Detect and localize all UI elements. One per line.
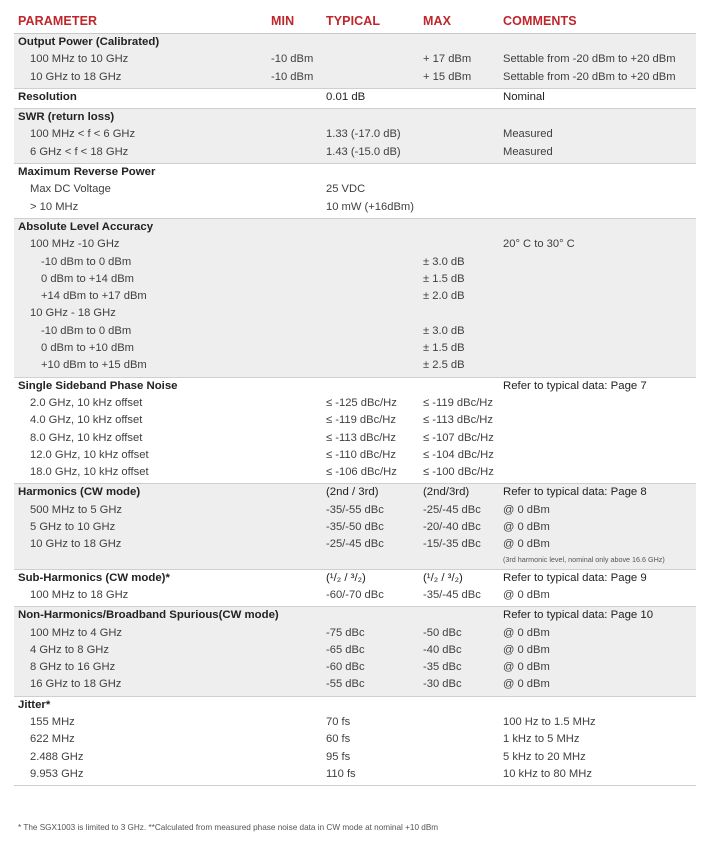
cell-param: 16 GHz to 18 GHz: [30, 678, 122, 691]
spec-sections: [14, 34, 696, 786]
cell-param: 10 GHz to 18 GHz: [30, 538, 122, 551]
spec-row: [14, 714, 696, 731]
section-title: Non-Harmonics/Broadband Spurious(CW mode): [18, 609, 279, 622]
cell-max: + 17 dBm: [423, 53, 472, 66]
cell-comments: Measured: [503, 145, 553, 158]
cell-param: +14 dBm to +17 dBm: [41, 290, 147, 303]
cell-comments: @ 0 dBm: [503, 503, 550, 516]
spec-row: [14, 587, 696, 604]
cell-comments: @ 0 dBm: [503, 661, 550, 674]
section-title-row: [14, 570, 696, 587]
cell-param: 4.0 GHz, 10 kHz offset: [30, 414, 143, 427]
section-title: Jitter*: [18, 698, 51, 711]
cell-max: ± 1.5 dB: [423, 342, 465, 355]
cell-comments: @ 0 dBm: [503, 521, 550, 534]
spec-section: [14, 607, 696, 696]
cell-max: ± 2.5 dB: [423, 359, 465, 372]
cell-param: 8.0 GHz, 10 kHz offset: [30, 431, 143, 444]
cell-param: 100 MHz -10 GHz: [30, 238, 120, 251]
section-title-row: [14, 34, 696, 51]
cell-max: ≤ -119 dBc/Hz: [423, 396, 493, 409]
cell-comments: 20° C to 30° C: [503, 238, 575, 251]
cell-typical: 1.33 (-17.0 dB): [326, 128, 401, 141]
cell-param: Max DC Voltage: [30, 183, 111, 196]
cell-typical: 95 fs: [326, 750, 351, 763]
cell-typical: -55 dBc: [326, 678, 365, 691]
spec-section: [14, 697, 696, 786]
cell-param: 100 MHz to 4 GHz: [30, 626, 123, 639]
cell-max: ≤ -107 dBc/Hz: [423, 431, 494, 444]
cell-typical: ≤ -113 dBc/Hz: [326, 431, 396, 444]
cell-min: -10 dBm: [271, 70, 314, 83]
cell-typical: ≤ -125 dBc/Hz: [326, 396, 397, 409]
cell-max: + 15 dBm: [423, 70, 472, 83]
section-title: Resolution: [18, 90, 77, 103]
spec-section: [14, 89, 696, 109]
cell-param: 10 GHz - 18 GHz: [30, 307, 116, 320]
cell-param: 0 dBm to +14 dBm: [41, 272, 134, 285]
spec-row: [14, 305, 696, 322]
cell-param: 12.0 GHz, 10 kHz offset: [30, 448, 149, 461]
cell-param: 155 MHz: [30, 715, 75, 728]
spec-row: [14, 676, 696, 693]
section-title-comments: Refer to typical data: Page 7: [503, 379, 647, 392]
cell-param: 4 GHz to 8 GHz: [30, 643, 109, 656]
spec-row: [14, 625, 696, 642]
spec-row: [14, 519, 696, 536]
cell-max: -35 dBc: [423, 661, 462, 674]
cell-typical: -35/-50 dBc: [326, 521, 384, 534]
cell-param: 2.0 GHz, 10 kHz offset: [30, 396, 143, 409]
cell-param: 10 GHz to 18 GHz: [30, 70, 122, 83]
spec-row: [14, 288, 696, 305]
cell-param: 18.0 GHz, 10 kHz offset: [30, 466, 149, 479]
section-title-row: [14, 219, 696, 236]
section-title-row: [14, 109, 696, 126]
spec-row: [14, 766, 696, 783]
section-title-max: (¹/₂ / ³/₂): [423, 571, 463, 584]
spec-row: [14, 144, 696, 161]
section-note: (3rd harmonic level, nominal only above 16.6 GHz): [503, 554, 665, 564]
section-title-typical: (2nd / 3rd): [326, 486, 379, 499]
cell-param: 2.488 GHz: [30, 750, 84, 763]
cell-param: 8 GHz to 16 GHz: [30, 661, 116, 674]
cell-comments: @ 0 dBm: [503, 538, 550, 551]
cell-max: -20/-40 dBc: [423, 521, 481, 534]
spec-section: [14, 378, 696, 485]
cell-typical: -25/-45 dBc: [326, 538, 384, 551]
cell-param: 622 MHz: [30, 733, 75, 746]
spec-row: [14, 395, 696, 412]
cell-comments: @ 0 dBm: [503, 626, 550, 639]
cell-typical: -60/-70 dBc: [326, 588, 384, 601]
cell-typical: 1.43 (-15.0 dB): [326, 145, 401, 158]
section-title-max: (2nd/3rd): [423, 486, 470, 499]
cell-max: ± 3.0 dB: [423, 324, 465, 337]
spec-row: [14, 271, 696, 288]
spec-row: [14, 323, 696, 340]
cell-typical: ≤ -110 dBc/Hz: [326, 448, 396, 461]
cell-max: ± 3.0 dB: [423, 255, 465, 268]
section-title-row: [14, 607, 696, 624]
section-title: Maximum Reverse Power: [18, 166, 156, 179]
spec-row: [14, 731, 696, 748]
spec-table: [14, 10, 696, 786]
spec-section: [14, 109, 696, 164]
cell-param: 6 GHz < f < 18 GHz: [30, 145, 129, 158]
cell-comments: 5 kHz to 20 MHz: [503, 750, 586, 763]
spec-row: [14, 659, 696, 676]
cell-param: +10 dBm to +15 dBm: [41, 359, 147, 372]
cell-typical: 60 fs: [326, 733, 351, 746]
spec-row: [14, 749, 696, 766]
cell-param: 100 MHz to 18 GHz: [30, 588, 129, 601]
section-note-row: [14, 554, 696, 567]
section-title-comments: Refer to typical data: Page 8: [503, 486, 647, 499]
spec-row: [14, 464, 696, 481]
spec-row: [14, 412, 696, 429]
spec-section: [14, 219, 696, 378]
header-typical: TYPICAL: [326, 14, 381, 28]
cell-max: -35/-45 dBc: [423, 588, 481, 601]
spec-row: [14, 126, 696, 143]
header-parameter: PARAMETER: [18, 14, 98, 28]
header-max: MAX: [423, 14, 452, 28]
cell-max: ± 1.5 dB: [423, 272, 465, 285]
section-title-row: [14, 164, 696, 181]
cell-max: -25/-45 dBc: [423, 503, 481, 516]
footnote: * The SGX1003 is limited to 3 GHz. **Calculated from measured phase noise data in CW mode at nominal +10 dBm: [18, 823, 439, 832]
cell-param: 5 GHz to 10 GHz: [30, 521, 116, 534]
section-title-typical: (¹/₂ / ³/₂): [326, 571, 366, 584]
section-title-row: [14, 484, 696, 501]
cell-typical: 70 fs: [326, 715, 351, 728]
spec-row: [14, 254, 696, 271]
spec-row: [14, 430, 696, 447]
cell-typical: -60 dBc: [326, 661, 365, 674]
section-title: Single Sideband Phase Noise: [18, 379, 178, 392]
cell-max: -30 dBc: [423, 678, 462, 691]
section-title-comments: Refer to typical data: Page 10: [503, 609, 654, 622]
section-title-row: [14, 697, 696, 714]
cell-typical: ≤ -119 dBc/Hz: [326, 414, 396, 427]
spec-section: [14, 164, 696, 219]
cell-max: -15/-35 dBc: [423, 538, 481, 551]
cell-comments: @ 0 dBm: [503, 678, 550, 691]
section-title: Output Power (Calibrated): [18, 36, 160, 48]
cell-param: 9.953 GHz: [30, 767, 84, 780]
cell-param: 500 MHz to 5 GHz: [30, 503, 123, 516]
spec-row: [14, 51, 696, 68]
spec-row: [14, 69, 696, 86]
cell-max: ≤ -113 dBc/Hz: [423, 414, 493, 427]
cell-param: -10 dBm to 0 dBm: [41, 255, 132, 268]
table-header: [14, 10, 696, 34]
section-title: Sub-Harmonics (CW mode)*: [18, 571, 170, 584]
spec-row: [14, 502, 696, 519]
cell-comments: @ 0 dBm: [503, 588, 550, 601]
cell-comments: Settable from -20 dBm to +20 dBm: [503, 70, 676, 83]
cell-max: ≤ -100 dBc/Hz: [423, 466, 494, 479]
cell-max: ≤ -104 dBc/Hz: [423, 448, 494, 461]
cell-max: -50 dBc: [423, 626, 462, 639]
spec-section: [14, 570, 696, 608]
cell-max: -40 dBc: [423, 643, 462, 656]
cell-typical: 110 fs: [326, 767, 356, 780]
spec-section: [14, 484, 696, 569]
cell-typical: -65 dBc: [326, 643, 365, 656]
section-title-typical: 0.01 dB: [326, 90, 366, 103]
cell-typical: ≤ -106 dBc/Hz: [326, 466, 397, 479]
cell-comments: @ 0 dBm: [503, 643, 550, 656]
spec-row: [14, 536, 696, 553]
spec-row: [14, 642, 696, 659]
cell-typical: -75 dBc: [326, 626, 365, 639]
cell-typical: 25 VDC: [326, 183, 366, 196]
cell-comments: 10 kHz to 80 MHz: [503, 767, 592, 780]
cell-param: -10 dBm to 0 dBm: [41, 324, 132, 337]
spec-row: [14, 199, 696, 216]
spec-row: [14, 181, 696, 198]
cell-comments: 100 Hz to 1.5 MHz: [503, 715, 596, 728]
spec-row: [14, 357, 696, 374]
cell-param: 0 dBm to +10 dBm: [41, 342, 134, 355]
section-title: SWR (return loss): [18, 111, 115, 124]
section-title-row: [14, 378, 696, 395]
cell-typical: -35/-55 dBc: [326, 503, 384, 516]
spec-row: [14, 340, 696, 357]
cell-comments: Measured: [503, 128, 553, 141]
cell-comments: 1 kHz to 5 MHz: [503, 733, 580, 746]
section-title-comments: Nominal: [503, 90, 545, 103]
section-title: Absolute Level Accuracy: [18, 220, 154, 233]
cell-param: 100 MHz to 10 GHz: [30, 53, 129, 66]
header-min: MIN: [271, 14, 295, 28]
spec-section: [14, 34, 696, 89]
cell-typical: 10 mW (+16dBm): [326, 200, 414, 213]
header-comments: COMMENTS: [503, 14, 577, 28]
cell-param: > 10 MHz: [30, 200, 79, 213]
cell-min: -10 dBm: [271, 53, 314, 66]
spec-row: [14, 236, 696, 253]
section-title: Harmonics (CW mode): [18, 486, 141, 499]
spec-row: [14, 447, 696, 464]
cell-max: ± 2.0 dB: [423, 290, 465, 303]
cell-param: 100 MHz < f < 6 GHz: [30, 128, 136, 141]
section-title-row: [14, 89, 696, 106]
cell-comments: Settable from -20 dBm to +20 dBm: [503, 53, 676, 66]
section-title-comments: Refer to typical data: Page 9: [503, 571, 647, 584]
